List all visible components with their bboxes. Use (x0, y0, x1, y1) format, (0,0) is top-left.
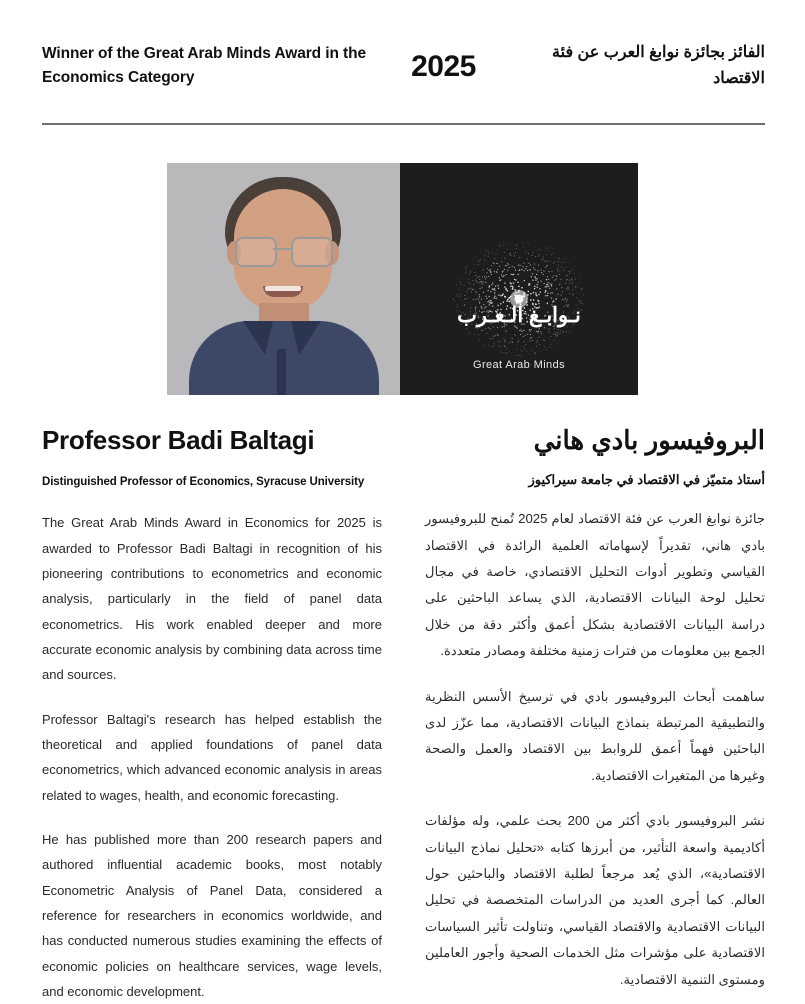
logo-english-wordmark: Great Arab Minds (473, 359, 565, 371)
portrait-mouth (263, 286, 303, 297)
english-column (42, 425, 382, 1004)
english-paragraph-2: Professor Baltagi's research has helped establish the theoretical and applied foundations of panel data econometrics, which advanced economic analysis in areas related to wages, health, and economic forecasting. (42, 711, 382, 803)
media-block (167, 163, 638, 395)
portrait-collar-right (291, 321, 321, 355)
winner-title-english: Distinguished Professor of Economics, Syracuse University (42, 476, 365, 489)
arabic-paragraph-1: جائزة نوابغ العرب عن فئة الاقتصاد لعام 2025 تُمنح للبروفيسور بادي هاني، تقديراً لإسهاماته العلمية الرائدة في الاقتصاد القياسي وتطوير أدوات التحليل الاقتصادي، خاصة في مجال تحليل لوحة البيانات الاقتصادية، الذي يساعد الباحثين على دراسة البيانات الاقتصادية بشكل أعمق وأكثر دقة من خلال الجمع بين معلومات من فترات زمنية مختلفة ومصادر متعددة. (425, 511, 765, 659)
header-divider (42, 123, 765, 125)
award-year: 2025 (411, 50, 476, 83)
starburst-icon (446, 237, 592, 365)
portrait-teeth (265, 286, 301, 291)
portrait-collar-left (243, 321, 273, 355)
portrait-eyeglass-right (291, 237, 333, 267)
content-columns (42, 425, 765, 1004)
winner-title-arabic: أستاذ متميّز في الاقتصاد في جامعة سيراكيوز (528, 472, 765, 488)
arabic-paragraph-3: نشر البروفيسور بادي أكثر من 200 بحث علمي، وله مؤلفات أكاديمية واسعة التأثير، من أبرزها كتابه «تحليل نماذج البيانات الاقتصادية»، الذي يُعد مرجعاً لطلبة الاقتصاد والباحثين حول العالم. كما أجرى العديد من الدراسات المتخصصة في تحليل البيانات الاقتصادية والاقتصاد القياسي، وتناولت تأثير السياسات الاقتصادية على مؤشرات مثل الخدمات الصحية وأجور العاملين ومستوى التنمية الاقتصادية. (425, 813, 766, 987)
english-paragraph-1: The Great Arab Minds Award in Economics for 2025 is awarded to Professor Badi Baltagi in recognition of his pioneering contributions to econometrics and economic analysis, particularly in the field of panel data econometrics. His work enabled deeper and more accurate economic analysis by combining data across time and sources. (42, 515, 382, 683)
winner-name-arabic: البروفيسور بادي هاني (533, 425, 765, 455)
header-title-english: Winner of the Great Arab Minds Award in the Economics Category (42, 45, 366, 87)
arabic-column (425, 425, 765, 1004)
portrait-eyeglass-left (235, 237, 277, 267)
portrait-shirt-placket (277, 349, 286, 395)
portrait-eyeglass-bridge (273, 248, 291, 250)
logo-arabic-wordmark: نـوابـغ الـعـرب (457, 304, 581, 327)
great-arab-minds-logo-panel (400, 163, 638, 395)
page-header (42, 34, 765, 104)
arabic-paragraph-2: ساهمت أبحاث البروفيسور بادي في ترسيخ الأسس النظرية والتطبيقية المرتبطة بنماذج البيانات الاقتصادية، مما عزّز لدى الباحثين فهماً أعمق للروابط بين الاقتصاد والعمل والصحة وغيرها من المتغيرات الاقتصادية. (425, 688, 765, 783)
header-title-arabic: الفائز بجائزة نوابغ العرب عن فئة الاقتصاد (552, 44, 765, 87)
winner-portrait-photo (167, 163, 400, 395)
winner-name-english: Professor Badi Baltagi (42, 425, 315, 455)
english-paragraph-3: He has published more than 200 research papers and authored influential academic books, most notably Econometric Analysis of Panel Data, considered a reference for researchers in economics worldwide, and has conducted numerous studies examining the effects of economic policies on healthcare services, wage levels, and economic development. (42, 831, 382, 1000)
